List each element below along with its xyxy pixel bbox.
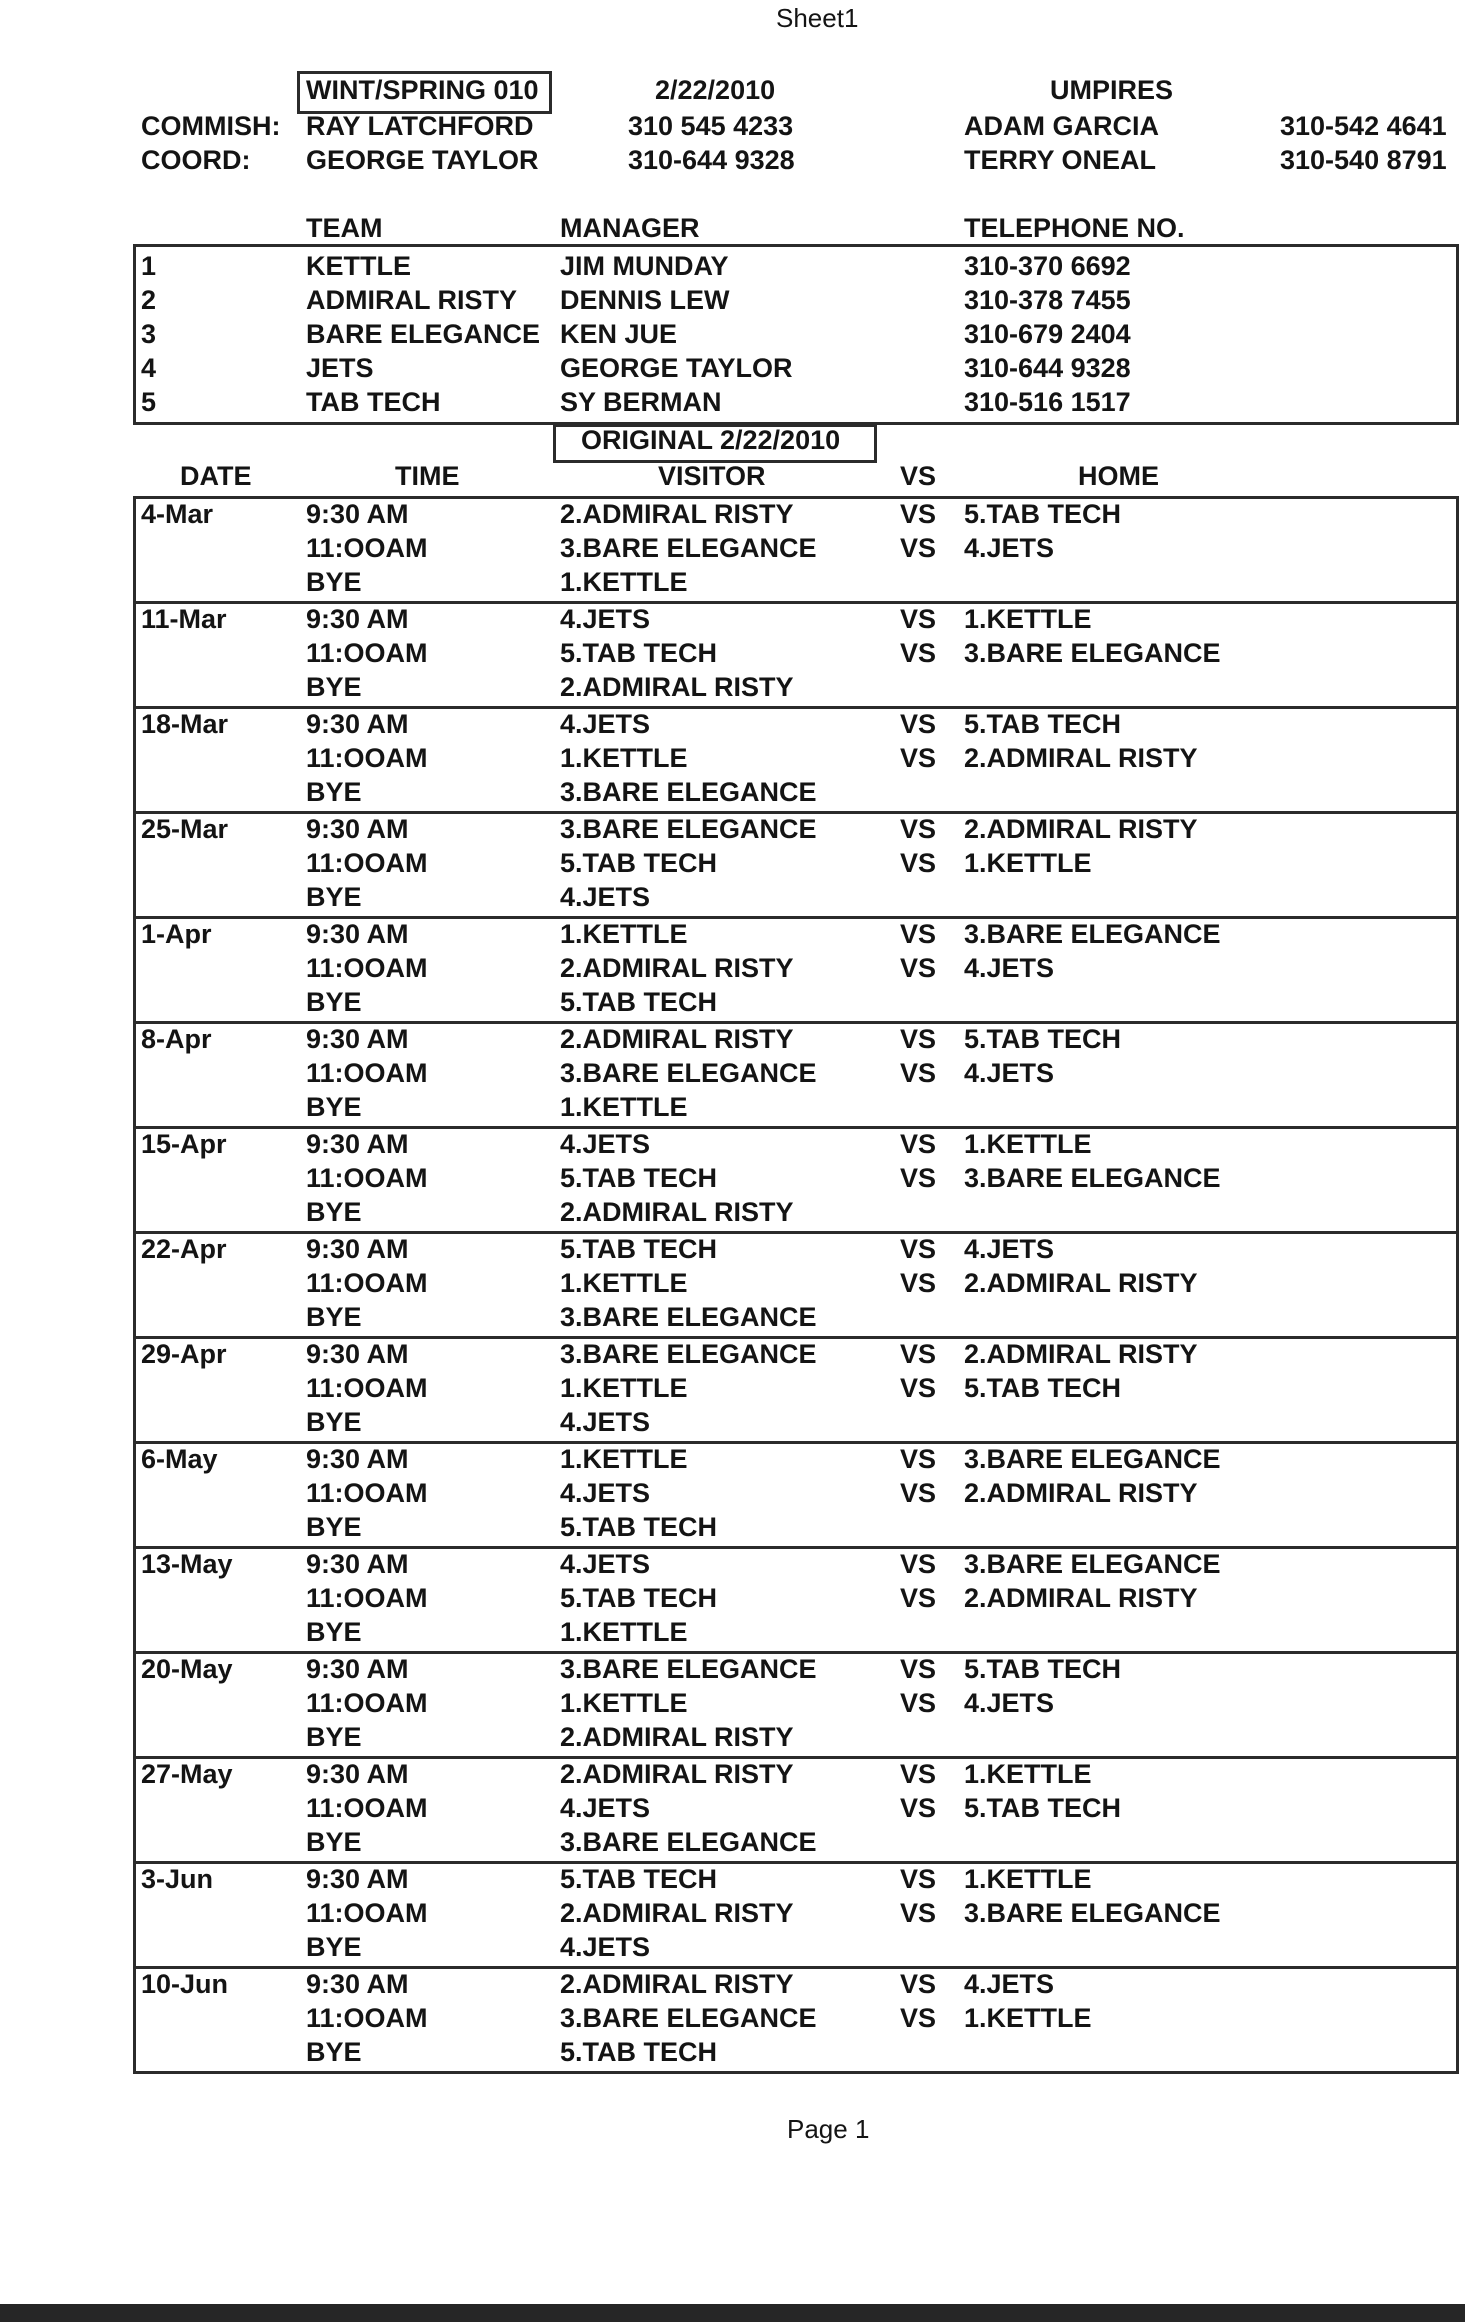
game-time: 11:OOAM: [306, 533, 428, 563]
game-visitor: 1.KETTLE: [560, 743, 688, 773]
game-visitor: 4.JETS: [560, 709, 651, 739]
game-vs: VS: [900, 1024, 937, 1054]
umpire-name: TERRY ONEAL: [964, 145, 1157, 175]
week-date: 20-May: [141, 1654, 233, 1684]
game-time: 9:30 AM: [306, 1129, 409, 1159]
game-home: 5.TAB TECH: [964, 1024, 1122, 1054]
game-time: 9:30 AM: [306, 499, 409, 529]
game-visitor: 4.JETS: [560, 1129, 651, 1159]
teams-col-telephone: TELEPHONE NO.: [964, 213, 1185, 243]
game-time: 9:30 AM: [306, 919, 409, 949]
game-vs: VS: [900, 1444, 937, 1474]
game-time: 11:OOAM: [306, 638, 428, 668]
game-time: 11:OOAM: [306, 953, 428, 983]
umpire-phone: 310-542 4641: [1280, 111, 1447, 141]
team-manager: GEORGE TAYLOR: [560, 353, 793, 383]
game-home: 1.KETTLE: [964, 1864, 1092, 1894]
week-date: 1-Apr: [141, 919, 212, 949]
game-time: 11:OOAM: [306, 743, 428, 773]
game-time: 11:OOAM: [306, 1268, 428, 1298]
game-vs: VS: [900, 709, 937, 739]
game-vs: VS: [900, 1759, 937, 1789]
game-time: 9:30 AM: [306, 1444, 409, 1474]
game-time: 9:30 AM: [306, 1234, 409, 1264]
game-time: 11:OOAM: [306, 1583, 428, 1613]
game-visitor: 4.JETS: [560, 1793, 651, 1823]
game-home: 5.TAB TECH: [964, 1654, 1122, 1684]
game-time: 9:30 AM: [306, 1024, 409, 1054]
week-date: 13-May: [141, 1549, 233, 1579]
game-visitor: 5.TAB TECH: [560, 848, 718, 878]
schedule-col-visitor: VISITOR: [658, 461, 766, 491]
game-visitor: 3.BARE ELEGANCE: [560, 1654, 817, 1684]
game-visitor: 1.KETTLE: [560, 1617, 688, 1647]
game-visitor: 5.TAB TECH: [560, 1864, 718, 1894]
sheet-title: Sheet1: [776, 3, 859, 33]
game-visitor: 2.ADMIRAL RISTY: [560, 1969, 794, 1999]
game-home: 2.ADMIRAL RISTY: [964, 1478, 1198, 1508]
game-time: 11:OOAM: [306, 1898, 428, 1928]
game-visitor: 5.TAB TECH: [560, 1234, 718, 1264]
game-time: 11:OOAM: [306, 848, 428, 878]
team-phone: 310-644 9328: [964, 353, 1131, 383]
game-visitor: 5.TAB TECH: [560, 638, 718, 668]
coord-phone: 310-644 9328: [628, 145, 795, 175]
game-vs: VS: [900, 499, 937, 529]
game-visitor: 1.KETTLE: [560, 919, 688, 949]
week-date: 22-Apr: [141, 1234, 227, 1264]
game-vs: VS: [900, 1898, 937, 1928]
game-time: BYE: [306, 1617, 362, 1647]
game-home: 4.JETS: [964, 1234, 1055, 1264]
game-home: 2.ADMIRAL RISTY: [964, 743, 1198, 773]
week-date: 8-Apr: [141, 1024, 212, 1054]
game-time: 9:30 AM: [306, 1549, 409, 1579]
game-time: BYE: [306, 1197, 362, 1227]
team-manager: DENNIS LEW: [560, 285, 730, 315]
game-visitor: 4.JETS: [560, 1478, 651, 1508]
game-visitor: 4.JETS: [560, 1549, 651, 1579]
game-home: 4.JETS: [964, 1058, 1055, 1088]
schedule-col-time: TIME: [395, 461, 460, 491]
game-home: 2.ADMIRAL RISTY: [964, 814, 1198, 844]
game-visitor: 2.ADMIRAL RISTY: [560, 1197, 794, 1227]
game-vs: VS: [900, 1688, 937, 1718]
game-vs: VS: [900, 1129, 937, 1159]
team-name: KETTLE: [306, 251, 411, 281]
game-home: 1.KETTLE: [964, 2003, 1092, 2033]
team-phone: 310-378 7455: [964, 285, 1131, 315]
game-time: BYE: [306, 672, 362, 702]
game-home: 3.BARE ELEGANCE: [964, 919, 1221, 949]
week-date: 10-Jun: [141, 1969, 229, 1999]
week-date: 29-Apr: [141, 1339, 227, 1369]
game-vs: VS: [900, 1478, 937, 1508]
week-date: 15-Apr: [141, 1129, 227, 1159]
game-visitor: 5.TAB TECH: [560, 1163, 718, 1193]
game-visitor: 5.TAB TECH: [560, 1512, 718, 1542]
schedule-col-date: DATE: [180, 461, 252, 491]
commish-label: COMMISH:: [141, 111, 281, 141]
game-time: BYE: [306, 987, 362, 1017]
game-home: 3.BARE ELEGANCE: [964, 1898, 1221, 1928]
original-label: ORIGINAL 2/22/2010: [581, 425, 841, 455]
umpire-phone: 310-540 8791: [1280, 145, 1447, 175]
game-visitor: 4.JETS: [560, 1407, 651, 1437]
game-vs: VS: [900, 1339, 937, 1369]
game-vs: VS: [900, 953, 937, 983]
game-time: 9:30 AM: [306, 814, 409, 844]
game-visitor: 2.ADMIRAL RISTY: [560, 1898, 794, 1928]
game-vs: VS: [900, 1234, 937, 1264]
game-vs: VS: [900, 848, 937, 878]
commish-name: RAY LATCHFORD: [306, 111, 534, 141]
game-vs: VS: [900, 1549, 937, 1579]
game-time: 9:30 AM: [306, 1759, 409, 1789]
teams-col-manager: MANAGER: [560, 213, 700, 243]
team-number: 2: [141, 285, 157, 315]
game-visitor: 5.TAB TECH: [560, 987, 718, 1017]
game-visitor: 2.ADMIRAL RISTY: [560, 1024, 794, 1054]
game-time: 11:OOAM: [306, 1688, 428, 1718]
game-home: 2.ADMIRAL RISTY: [964, 1339, 1198, 1369]
game-time: BYE: [306, 1512, 362, 1542]
game-visitor: 3.BARE ELEGANCE: [560, 814, 817, 844]
game-vs: VS: [900, 1163, 937, 1193]
game-vs: VS: [900, 919, 937, 949]
week-date: 11-Mar: [141, 604, 227, 634]
schedule-col-vs: VS: [900, 461, 937, 491]
team-phone: 310-679 2404: [964, 319, 1131, 349]
game-home: 3.BARE ELEGANCE: [964, 1444, 1221, 1474]
game-visitor: 5.TAB TECH: [560, 1583, 718, 1613]
game-vs: VS: [900, 533, 937, 563]
week-date: 4-Mar: [141, 499, 214, 529]
game-vs: VS: [900, 1793, 937, 1823]
team-name: ADMIRAL RISTY: [306, 285, 518, 315]
game-vs: VS: [900, 2003, 937, 2033]
game-time: 9:30 AM: [306, 1864, 409, 1894]
game-home: 4.JETS: [964, 1688, 1055, 1718]
team-number: 4: [141, 353, 157, 383]
game-visitor: 3.BARE ELEGANCE: [560, 1058, 817, 1088]
team-name: JETS: [306, 353, 374, 383]
scan-edge: [0, 2304, 1465, 2322]
game-visitor: 3.BARE ELEGANCE: [560, 2003, 817, 2033]
game-time: BYE: [306, 567, 362, 597]
game-time: BYE: [306, 777, 362, 807]
week-date: 18-Mar: [141, 709, 229, 739]
header-date: 2/22/2010: [655, 75, 776, 105]
schedule-col-home: HOME: [1078, 461, 1159, 491]
game-visitor: 3.BARE ELEGANCE: [560, 1827, 817, 1857]
game-time: 11:OOAM: [306, 1373, 428, 1403]
game-visitor: 2.ADMIRAL RISTY: [560, 672, 794, 702]
game-vs: VS: [900, 1583, 937, 1613]
team-number: 1: [141, 251, 157, 281]
team-number: 5: [141, 387, 157, 417]
game-visitor: 2.ADMIRAL RISTY: [560, 1759, 794, 1789]
game-home: 1.KETTLE: [964, 1129, 1092, 1159]
game-home: 1.KETTLE: [964, 848, 1092, 878]
game-vs: VS: [900, 1058, 937, 1088]
game-visitor: 2.ADMIRAL RISTY: [560, 953, 794, 983]
team-manager: JIM MUNDAY: [560, 251, 729, 281]
commish-phone: 310 545 4233: [628, 111, 794, 141]
team-manager: KEN JUE: [560, 319, 678, 349]
season-label: WINT/SPRING 010: [306, 75, 539, 105]
game-vs: VS: [900, 1268, 937, 1298]
game-vs: VS: [900, 1373, 937, 1403]
game-time: BYE: [306, 1302, 362, 1332]
game-vs: VS: [900, 814, 937, 844]
team-name: BARE ELEGANCE: [306, 319, 541, 349]
game-visitor: 4.JETS: [560, 1932, 651, 1962]
game-visitor: 4.JETS: [560, 882, 651, 912]
game-visitor: 4.JETS: [560, 604, 651, 634]
game-home: 4.JETS: [964, 1969, 1055, 1999]
week-date: 6-May: [141, 1444, 218, 1474]
game-home: 1.KETTLE: [964, 1759, 1092, 1789]
game-home: 5.TAB TECH: [964, 499, 1122, 529]
game-home: 3.BARE ELEGANCE: [964, 638, 1221, 668]
game-vs: VS: [900, 1654, 937, 1684]
team-name: TAB TECH: [306, 387, 441, 417]
game-visitor: 1.KETTLE: [560, 1092, 688, 1122]
game-time: 9:30 AM: [306, 1339, 409, 1369]
game-time: BYE: [306, 1407, 362, 1437]
game-home: 3.BARE ELEGANCE: [964, 1549, 1221, 1579]
game-visitor: 3.BARE ELEGANCE: [560, 1339, 817, 1369]
page-footer: Page 1: [787, 2114, 870, 2144]
game-home: 4.JETS: [964, 533, 1055, 563]
game-time: BYE: [306, 882, 362, 912]
game-home: 5.TAB TECH: [964, 1373, 1122, 1403]
umpire-name: ADAM GARCIA: [964, 111, 1159, 141]
game-home: 5.TAB TECH: [964, 709, 1122, 739]
game-vs: VS: [900, 1969, 937, 1999]
game-time: BYE: [306, 2037, 362, 2067]
game-time: BYE: [306, 1092, 362, 1122]
game-home: 4.JETS: [964, 953, 1055, 983]
teams-col-team: TEAM: [306, 213, 383, 243]
week-date: 27-May: [141, 1759, 233, 1789]
game-visitor: 1.KETTLE: [560, 1688, 688, 1718]
game-vs: VS: [900, 1864, 937, 1894]
week-date: 25-Mar: [141, 814, 229, 844]
game-time: 9:30 AM: [306, 709, 409, 739]
game-time: 11:OOAM: [306, 1478, 428, 1508]
game-time: BYE: [306, 1827, 362, 1857]
game-time: 11:OOAM: [306, 1058, 428, 1088]
week-date: 3-Jun: [141, 1864, 214, 1894]
game-home: 3.BARE ELEGANCE: [964, 1163, 1221, 1193]
game-time: 11:OOAM: [306, 1163, 428, 1193]
coord-label: COORD:: [141, 145, 251, 175]
team-manager: SY BERMAN: [560, 387, 722, 417]
game-visitor: 3.BARE ELEGANCE: [560, 533, 817, 563]
team-phone: 310-516 1517: [964, 387, 1131, 417]
game-home: 1.KETTLE: [964, 604, 1092, 634]
game-visitor: 1.KETTLE: [560, 1373, 688, 1403]
game-visitor: 1.KETTLE: [560, 1268, 688, 1298]
team-number: 3: [141, 319, 157, 349]
coord-name: GEORGE TAYLOR: [306, 145, 539, 175]
game-time: 9:30 AM: [306, 1654, 409, 1684]
game-time: 11:OOAM: [306, 2003, 428, 2033]
game-home: 5.TAB TECH: [964, 1793, 1122, 1823]
team-phone: 310-370 6692: [964, 251, 1131, 281]
game-vs: VS: [900, 604, 937, 634]
game-time: BYE: [306, 1932, 362, 1962]
game-time: 9:30 AM: [306, 604, 409, 634]
game-time: BYE: [306, 1722, 362, 1752]
game-visitor: 1.KETTLE: [560, 1444, 688, 1474]
game-visitor: 2.ADMIRAL RISTY: [560, 499, 794, 529]
game-visitor: 3.BARE ELEGANCE: [560, 777, 817, 807]
game-time: 11:OOAM: [306, 1793, 428, 1823]
game-visitor: 5.TAB TECH: [560, 2037, 718, 2067]
umpires-heading: UMPIRES: [1050, 75, 1174, 105]
game-time: 9:30 AM: [306, 1969, 409, 1999]
game-home: 2.ADMIRAL RISTY: [964, 1583, 1198, 1613]
game-vs: VS: [900, 638, 937, 668]
game-visitor: 1.KETTLE: [560, 567, 688, 597]
game-vs: VS: [900, 743, 937, 773]
game-visitor: 3.BARE ELEGANCE: [560, 1302, 817, 1332]
game-visitor: 2.ADMIRAL RISTY: [560, 1722, 794, 1752]
game-home: 2.ADMIRAL RISTY: [964, 1268, 1198, 1298]
